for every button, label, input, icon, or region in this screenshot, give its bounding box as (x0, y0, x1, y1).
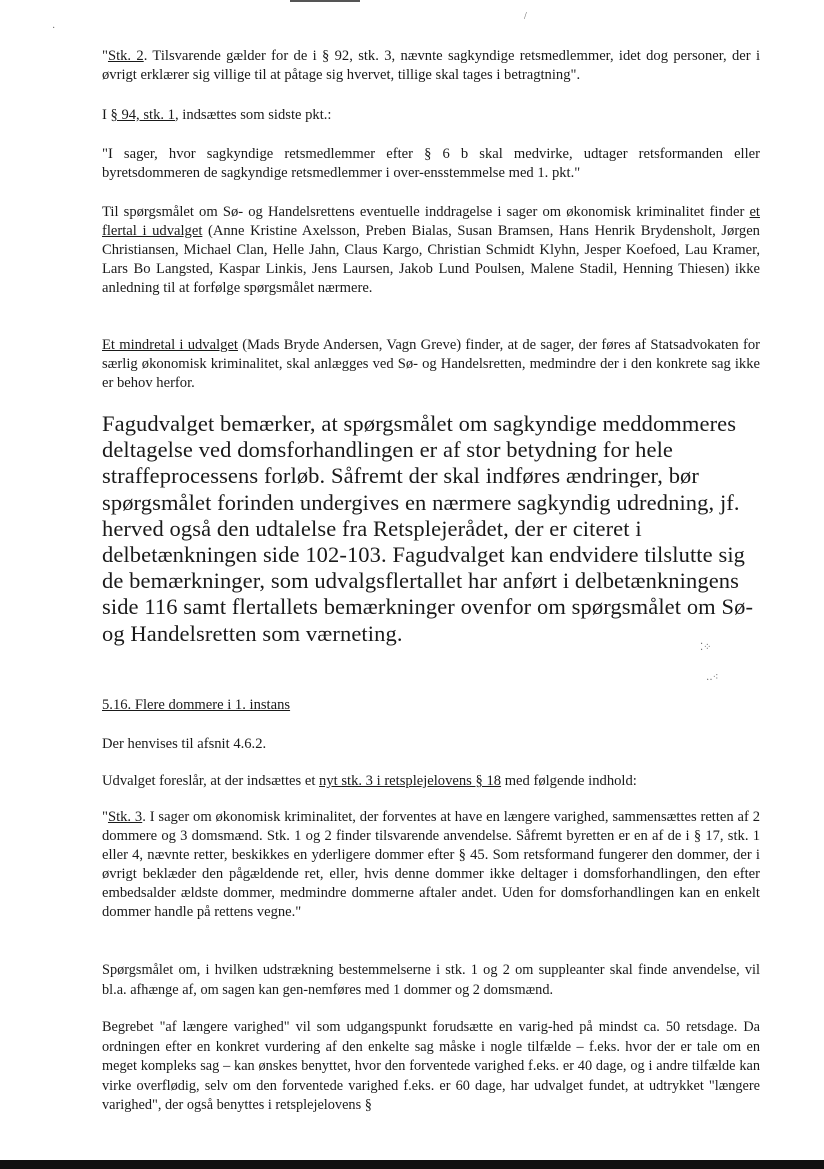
scan-speck: ⁚⁘ (700, 642, 712, 653)
scan-speck: · (52, 23, 56, 34)
section-heading: 5.16. Flere dommere i 1. instans (102, 697, 291, 713)
text-span: med følgende indhold: (501, 773, 637, 789)
paragraph-suppleanter: Spørgsmålet om, i hvilken udstrækning bestemmelserne i stk. 1 og 2 om suppleanter skal finde anvendelse, vil bl.a. afhænge af, om sagen kan gen-nemføres med 1 dommer og 2 domsmænd. (102, 962, 760, 998)
paragraph-text: . Tilsvarende gælder for de i § 92, stk. 3, nævnte sagkyndige retsmedlemmer, idet dog personer, der i øvrigt erklærer sig villige til at påtage sig hvervet, tillige skal tages i betragtning". (102, 48, 760, 83)
reference-minority: Et mindretal i udvalget (102, 337, 238, 353)
paragraph-reference: Der henvises til afsnit 4.6.2. (102, 736, 267, 752)
reference-stk3-18: nyt stk. 3 i retsplejelovens § 18 (319, 773, 502, 789)
paragraph-minority (102, 336, 760, 393)
text-span: (Mads Bryde Andersen, Vagn Greve) finder, at de sager, der føres af Statsadvokaten for særlig økonomisk kriminalitet, skal anlægges ved Sø- og Handelsretten, medmindre der i den konkrete sag ikke er behov herfor. (102, 337, 760, 391)
text-span: Udvalget foreslår, at der indsættes et (102, 773, 320, 789)
reference-94-stk1: § 94, stk. 1 (110, 107, 175, 123)
text-span: (Anne Kristine Axelsson, Preben Bialas, Susan Bramsen, Hans Henrik Brydensholt, Jørgen Christiansen, Michael Clan, Helle Jahn, Claus Kargo, Christian Schmidt Klyhn, Jesper Koefoed, Lau Kramer, Lars Bo Langsted, Kaspar Linkis, Jens Laursen, Jakob Lund Poulsen, Malene Stadil, Henning Thiesen) ikke anledning til at forfølge spørgsmålet nærmere. (102, 223, 760, 296)
scan-speck: ‥⁖ (706, 672, 719, 683)
reference-majority: et flertal i udvalget (102, 204, 760, 239)
paragraph-majority (102, 203, 760, 298)
paragraph-stk2 (102, 47, 760, 85)
scan-speck: / (524, 11, 527, 22)
paragraph-fagudvalget-comment: Fagudvalget bemærker, at spørgsmålet om sagkyndige meddommeres deltagelse ved domsforhandlingen er af stor betydning for hele straffeprocessens forløb. Såfremt der skal indføres ændringer, bør spørgsmålet forinden undergives en nærmere sagkyndig udredning, jf. herved også den udtalelse fra Retsplejerådet, der er citeret i delbetænkningen side 102-103. Fagudvalget kan endvidere tilslutte sig de bemærkninger, som udvalgsflertallet har anført i delbetænkningens side 116 samt flertallets bemærkninger ovenfor om spørgsmålet om Sø- og Handelsretten som værneting. (102, 411, 754, 646)
scan-artifact-bar (0, 1160, 824, 1169)
quote-mark: " (102, 809, 108, 825)
text-span: I (102, 107, 111, 123)
paragraph-94-stk1 (102, 106, 760, 125)
reference-stk3: Stk. 3 (107, 809, 143, 825)
paragraph-stk3 (102, 808, 760, 922)
reference-stk2: Stk. 2 (107, 48, 144, 64)
paragraph-laengere-varighed: Begrebet "af længere varighed" vil som udgangspunkt forudsætte en varig-hed på mindst ca. 50 retsdage. Da ordningen efter en konkret vurdering af den enkelte sag måske i nogle tilfælde – f.eks. hvor der er tale om en meget kompleks sag – kan ønskes benyttet, hvor den forventede varighed f.eks. er 40 dage, og i andre tilfælde kan virke overflødig, selv om den forventede varighed f.eks. er 60 dage, har udvalget fundet, at udtrykket "længere varighed", der også benyttes i retsplejelovens § (102, 1019, 760, 1113)
paragraph-proposal (102, 772, 760, 791)
scan-artifact-line (290, 0, 360, 2)
paragraph-quote-6b: "I sager, hvor sagkyndige retsmedlemmer efter § 6 b skal medvirke, udtager retsformanden eller byretsdommeren de sagkyndige retsmedlemmer i over-ensstemmelse med 1. pkt." (102, 146, 760, 181)
paragraph-text: . I sager om økonomisk kriminalitet, der forventes at have en længere varighed, sammensættes retten af 2 dommere og 3 domsmænd. Stk. 1 og 2 finder tilsvarende anvendelse. Såfremt byretten er en af de i § 17, stk. 1 eller 4, nævnte retter, beskikkes en yderligere dommer efter § 45. Som retsformand fungerer den dommer, der i øvrigt beklæder den pågældende ret, eller, hvis denne dommer ikke deltager i domsforhandlingen, den efter embedsalder ældste dommer, medmindre dommerne aftaler andet. Uden for domsforhandlingen kan en enkelt dommer handle på rettens vegne." (102, 809, 760, 920)
text-span: Til spørgsmålet om Sø- og Handelsrettens eventuelle inddragelse i sager om økonomisk kriminalitet finder (102, 204, 750, 220)
text-span: , indsættes som sidste pkt.: (174, 107, 332, 123)
quote-mark: " (102, 48, 108, 64)
